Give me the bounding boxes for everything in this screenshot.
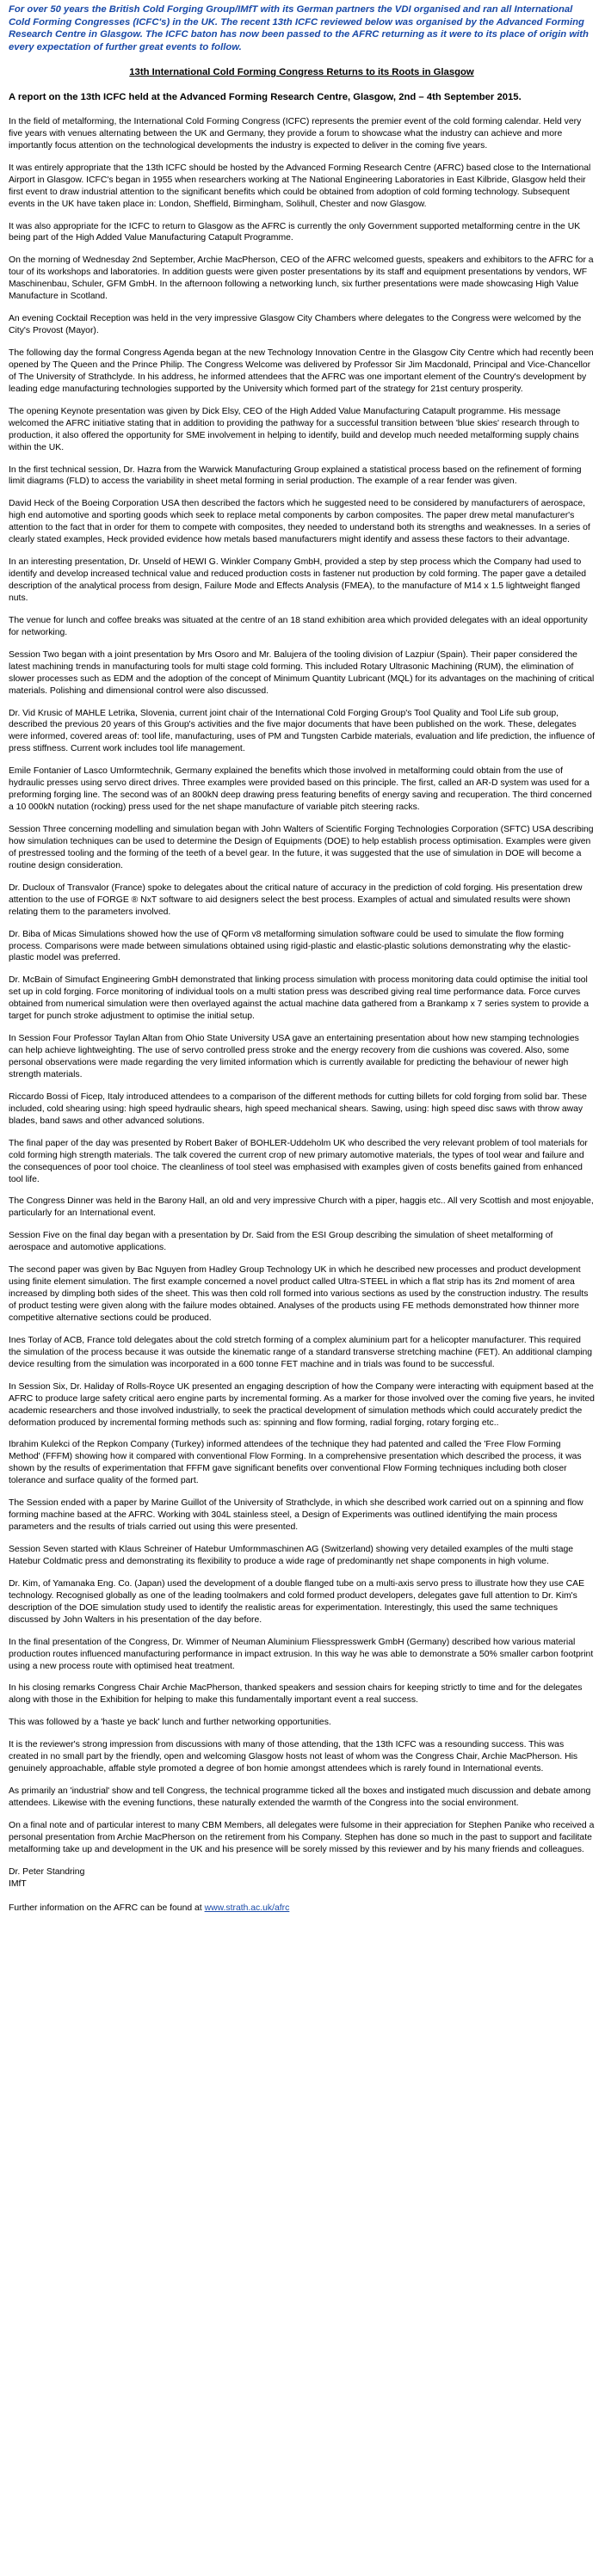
- body-paragraph: Ines Torlay of ACB, France told delegates about the cold stretch forming of a complex aluminium part for a helicopter manufacturer. This required the simulation of the process because it was outside the kinematic range of a standard transverse stretching machine (FET). An additional clamping device resulting from the simulation was incorporated in a 600 tonne FET machine and in trials was found to be successful.: [9, 1335, 593, 1369]
- body-paragraph: The final paper of the day was presented by Robert Baker of BOHLER-Uddeholm UK who described the very relevant problem of tool materials for cold forming high strength materials. The talk covered the current crop of new primary automotive materials, the types of tool wear and failure and the consequences of poor tool choice. The cleanliness of tool steel was emphasised with examples given of costs benefits gained from enhanced tool life.: [9, 1138, 588, 1184]
- afrc-website-link[interactable]: www.strath.ac.uk/afrc: [204, 1903, 290, 1913]
- intro-paragraph: For over 50 years the British Cold Forging Group/IMfT with its German partners the VDI organised and ran all International Cold Forming Congresses (ICFC's) in the UK. The recent 13th ICFC reviewed below was organised by the Advanced Forming Research Centre in Glasgow. The ICFC baton has now been passed to the AFRC returning as it were to its place of origin with every expectation of further great events to follow.: [9, 4, 589, 53]
- body-paragraph: Session Three concerning modelling and simulation began with John Walters of Scientific Forging Technologies Corporation (SFTC) USA describing how simulation techniques can be used to determine the Design of Equipments (DOE) to help establish process optimisation. Examples were given of prestressed tooling and the forming of the teeth of a bevel gear. In the future, it was suggested that the use of simulation in DOE will become a routine design consideration.: [9, 825, 594, 870]
- body-paragraph: Session Seven started with Klaus Schreiner of Hatebur Umformmaschinen AG (Switzerland) showing very detailed examples of the multi stage Hatebur Coldmatic press and demonstrating its flexibility to produce a wide rage of predominantly net shape components in high volume.: [9, 1545, 574, 1566]
- body-paragraph: Riccardo Bossi of Ficep, Italy introduced attendees to a comparison of the different methods for cutting billets for cold forging from solid bar. These included, cold shearing using: high speed hydraulic shears, high speed mechanical shears. Sawing, using: high speed disc saws with throw away blades, band saws and other advanced solutions.: [9, 1091, 587, 1126]
- body-paragraph: Emile Fontanier of Lasco Umformtechnik, Germany explained the benefits which those involved in metalforming could obtain from the use of hydraulic presses using servo direct drives. Three examples were provided based on this principle. The first, called an AR-D system was used for a preforming forging line. The second was of an 800kN deep drawing press featuring benefits of energy saving and recuperation. The third concerned a 10 000kN nutation (rocking) press used for the net shape manufacture of variable pitch steering racks.: [9, 766, 592, 813]
- body-paragraph: On a final note and of particular interest to many CBM Members, all delegates were fulsome in their appreciation for Stephen Panike who received a personal presentation from Archie MacPherson on the retirement from his Company. Stephen has done so much in the past to support and facilitate metalforming take up and development in the UK and his presence will be sorely missed by this reviewer and by his many friends and colleagues.: [9, 1820, 595, 1854]
- body-paragraph: It was entirely appropriate that the 13th ICFC should be hosted by the Advanced Forming Research Centre (AFRC) based close to the International Airport in Glasgow. ICFC's began in 1955 when researchers working at The National Engineering Laboratories in East Kilbride, Glasgow held their first event to draw industrial attention to the significant benefits which could be obtained from adoption of cold forming technology. Subsequent events in the UK have taken place in: London, Sheffield, Birmingham, Solihull, Chester and now Glasgow.: [9, 163, 591, 209]
- footer-note: [9, 1903, 595, 1915]
- body-paragraph: Dr. Kim, of Yamanaka Eng. Co. (Japan) used the development of a double flanged tube on a multi-axis servo press to illustrate how they use CAE technology. Recognised globally as one of the leading toolmakers and cold formed product developers, delegates gave full attention to Dr. Kim's description of the DOE simulation study used to identify the realistic areas for experimentation. Interestingly, this used the same techniques discussed by John Walters in his presentation of the day before.: [9, 1578, 585, 1625]
- article-headline: 13th International Cold Forming Congress Returns to its Roots in Glasgow: [129, 66, 474, 77]
- body-paragraph: In the final presentation of the Congress, Dr. Wimmer of Neuman Aluminium Fliesspresswerk GmbH (Germany) described how various material production routes influenced manufacturing performance in impact extrusion. In this way he was able to demonstrate a 50% smaller carbon footprint using a new process route with optimised heat treatment.: [9, 1637, 594, 1671]
- body-paragraph: In his closing remarks Congress Chair Archie MacPherson, thanked speakers and session chairs for keeping strictly to time and for the delegates along with those in the Exhibition for helping to make this fundamentally important event a real success.: [9, 1683, 583, 1706]
- body-paragraph: Session Two began with a joint presentation by Mrs Osoro and Mr. Balujera of the tooling division of Lazpiur (Spain). Their paper considered the latest machining trends in manufacturing tools for multi stage cold forming. This included Rotary Ultrasonic Machining (RUM), the elimination of slower processes such as EDM and the adoption of the concept of Minimum Quantity Lubricant (MQL) for its advantages on the machining of critical materials. Polishing and dimensional control were also discussed.: [9, 649, 595, 696]
- body-paragraph: It is the reviewer's strong impression from discussions with many of those attending, that the 13th ICFC was a resounding success. This was created in no small part by the friendly, open and welcoming Glasgow hosts not least of whom was the Congress Chair, Archie MacPherson. His genuinely approachable, affable style promoted a degree of bon homie amongst attendees which is rarely found in International events.: [9, 1740, 578, 1774]
- body-paragraph: In the field of metalforming, the International Cold Forming Congress (ICFC) represents the premier event of the cold forming calendar. Held very five years with venues alternating between the UK and Germany, they provide a forum to showcase what the industry can achieve and more importantly focus attention on the technological developments the industry is expected to deliver in the coming five years.: [9, 116, 582, 151]
- body-paragraph: David Heck of the Boeing Corporation USA then described the factors which he suggested need to be considered by manufacturers of aerospace, high end automotive and sporting goods which seek to replace metal components by carbon composites. The paper drew metal manufacturer's attention to the fact that in order for them to compete with composites, they needed to understand both its strengths and weaknesses. In a series of clearly stated examples, Heck provided evidence how metals based manufacturers might identify and assess these factors to their advantage.: [9, 499, 590, 545]
- body-paragraph: This was followed by a 'haste ye back' lunch and further networking opportunities.: [9, 1718, 331, 1728]
- body-paragraph: The Session ended with a paper by Marine Guillot of the University of Strathclyde, in which she described work carried out on a spinning and flow forming machine based at the AFRC. Working with 304L stainless steel, a Design of Experiments was outlined identifying the main process parameters and the results of trials carried out using this were presented.: [9, 1498, 583, 1533]
- body-paragraph: In an interesting presentation, Dr. Unseld of HEWI G. Winkler Company GmbH, provided a step by step process which the Company had used to identify and develop increased technical value and reduced production costs in fastener nut production by cold forming. The paper gave a detailed description of the analytical process from design, Failure Mode and Effects Analysis (FMEA), to the manufacture of M14 x 1.5 lightweight flanged nuts.: [9, 557, 587, 603]
- body-paragraph: In Session Four Professor Taylan Altan from Ohio State University USA gave an entertaining presentation about how new stamping technologies can help achieve lightweighting. The use of servo controlled press stroke and the energy recovery from die cushions was covered. Also, some personal observations were made regarding the very limited information which is currently available for predicting the behaviour of newer high strength materials.: [9, 1034, 579, 1079]
- body-paragraph: The second paper was given by Bac Nguyen from Hadley Group Technology UK in which he described new processes and product development using finite element simulation. The first example concerned a novel product called Ultra-STEEL in which a flat strip has its 2nd moment of area increased by dimpling both sides of the sheet. This was then cold roll formed into various sections as used by the construction industry. The results of product testing were given along with the failure modes obtained. Analyses of the products using FE methods demonstrated how thinner more competitive alternative sections could be produced.: [9, 1265, 589, 1323]
- article-body: [9, 116, 595, 1856]
- body-paragraph: On the morning of Wednesday 2nd September, Archie MacPherson, CEO of the AFRC welcomed guests, speakers and exhibitors to the AFRC for a tour of its workshops and laboratories. In addition guests were given poster presentations by its staff and equipment presentations by vendors, WF Maschinenbau, Schuler, GFM GmbH. In the afternoon following a networking lunch, six further presentations were made showcasing High Value Manufacture in Scotland.: [9, 255, 594, 302]
- footer-text: Further information on the AFRC can be found at: [9, 1903, 202, 1913]
- signature-block: [9, 1866, 595, 1891]
- body-paragraph: The Congress Dinner was held in the Barony Hall, an old and very impressive Church with a piper, haggis etc.. All very Scottish and most enjoyable, particularly for an International event.: [9, 1196, 594, 1219]
- author-organisation: IMfT: [9, 1878, 27, 1889]
- body-paragraph: The opening Keynote presentation was given by Dick Elsy, CEO of the High Added Value Manufacturing Catapult programme. His message welcomed the AFRC initiative stating that in addition to providing the pathway for a successful transition between 'blue skies' research through to production, it also offered the opportunity for SME involvement in helping to identify, build and develop much needed metalforming supply chains within the UK.: [9, 406, 579, 452]
- article-subheading: A report on the 13th ICFC held at the Advanced Forming Research Centre, Glasgow, 2nd – 4th September 2015.: [9, 91, 522, 102]
- body-paragraph: Dr. Biba of Micas Simulations showed how the use of QForm v8 metalforming simulation software could be used to simulate the flow forming process. Comparisons were made between simulations obtained using rigid-plastic and elastic-plastic solutions demonstrating why the elastic-plastic model was preferred.: [9, 929, 571, 963]
- body-paragraph: In Session Six, Dr. Haliday of Rolls-Royce UK presented an engaging description of how the Company were interacting with equipment based at the AFRC to produce large safety critical aero engine parts by incremental forming. As a marker for those involved over the coming five years, he invited academic researchers and those involved industrially, to seek the practical development of simulation methods which could accurately predict the deformation produced by incremental forming methods such as: spinning and flow forming, radial forging, rotary forging etc..: [9, 1381, 595, 1428]
- author-name: Dr. Peter Standring: [9, 1866, 85, 1877]
- body-paragraph: Dr. McBain of Simufact Engineering GmbH demonstrated that linking process simulation with process monitoring data could optimise the initial tool set up in cold forging. Force monitoring of individual tools on a multi station press was described giving real time performance data. Force curves obtained from numerical simulation were then overlayed against the actual machine data gathered from a Brankamp x 7 series system to provide a target for punch stroke adjustment to optimise the initial setup.: [9, 975, 590, 1022]
- body-paragraph: The following day the formal Congress Agenda began at the new Technology Innovation Centre in the Glasgow City Centre which had recently been opened by The Queen and the Prince Philip. The Congress Welcome was delivered by Professor Sir Jim Macdonald, Principal and Vice-Chancellor of The University of Strathclyde. In his address, he informed attendees that the AFRC was one important element of the Country's development by leading edge manufacturing technologies supported by the University which formed part of the strategy for 21st century prosperity.: [9, 348, 594, 394]
- body-paragraph: Ibrahim Kulekci of the Repkon Company (Turkey) informed attendees of the technique they had patented and called the 'Free Flow Forming Method' (FFFM) showing how it compared with conventional Flow Forming. In a comprehensive presentation which described the process, it was shown by the results of experimentation that FFFM gave significant benefits over conventional Flow Forming techniques including both closer tolerance and surface quality of the formed part.: [9, 1440, 582, 1486]
- body-paragraph: It was also appropriate for the ICFC to return to Glasgow as the AFRC is currently the only Government supported metalforming centre in the UK being part of the High Added Value Manufacturing Catapult Programme.: [9, 221, 581, 243]
- body-paragraph: As primarily an 'industrial' show and tell Congress, the technical programme ticked all the boxes and instigated much discussion and debate among attendees. Likewise with the evening functions, these naturally extended the warmth of the Congress into the social environment.: [9, 1786, 591, 1808]
- body-paragraph: Dr. Ducloux of Transvalor (France) spoke to delegates about the critical nature of accuracy in the prediction of cold forging. His presentation drew attention to the use of FORGE ® NxT software to aid designers select the best process. Examples of actual and simulated results were shown relating them to the parameters involved.: [9, 882, 583, 917]
- body-paragraph: Session Five on the final day began with a presentation by Dr. Said from the ESI Group describing the simulation of sheet metalforming of aerospace and automotive applications.: [9, 1231, 553, 1253]
- body-paragraph: Dr. Vid Krusic of MAHLE Letrika, Slovenia, current joint chair of the International Cold Forging Group's Tool Quality and Tool Life sub group, described the previous 20 years of this Group's activities and the five major documents that have been published on the work. These, delegates were informed, covered areas of: tool life, manufacturing, uses of PM and Tungsten Carbide materials, evaluation and life prediction, the influence of press stiffness. Current work includes tool life management.: [9, 708, 595, 754]
- body-paragraph: The venue for lunch and coffee breaks was situated at the centre of an 18 stand exhibition area which provided delegates with an ideal opportunity for networking.: [9, 615, 588, 637]
- body-paragraph: An evening Cocktail Reception was held in the very impressive Glasgow City Chambers where delegates to the Congress were welcomed by the City's Provost (Mayor).: [9, 314, 582, 336]
- body-paragraph: In the first technical session, Dr. Hazra from the Warwick Manufacturing Group explained a statistical process based on the refinement of forming limit diagrams (FLD) to access the variability in sheet metal forming in serial production. The example of a rear fender was given.: [9, 464, 582, 487]
